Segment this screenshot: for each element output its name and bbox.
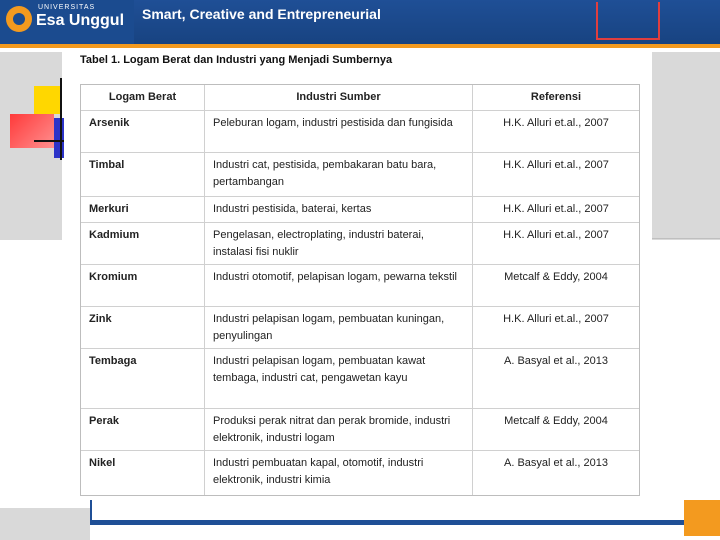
source-cell: Produksi perak nitrat dan perak bromide, industri elektronik, industri logam (205, 409, 473, 450)
table-row (81, 349, 639, 409)
source-cell: Industri pestisida, baterai, kertas (205, 197, 473, 222)
header-decor-outline (596, 2, 660, 40)
table-row (81, 307, 639, 349)
table-row (81, 153, 639, 197)
source-cell: Industri otomotif, pelapisan logam, pewarna tekstil (205, 265, 473, 306)
reference-cell: A. Basyal et al., 2013 (504, 355, 608, 367)
right-panel-divider (652, 238, 720, 239)
bottom-orange-block (684, 500, 720, 536)
table-row (81, 111, 639, 153)
right-gray-panel (652, 52, 720, 240)
metal-cell: Nikel (81, 451, 205, 495)
logo-name: Esa Unggul (36, 12, 125, 29)
reference-cell: H.K. Alluri et.al., 2007 (503, 229, 609, 241)
reference-cell: Metcalf & Eddy, 2004 (504, 271, 608, 283)
source-cell: Industri pelapisan logam, pembuatan kawat tembaga, industri cat, pengawetan kayu (205, 349, 473, 408)
metal-cell: Zink (81, 307, 205, 348)
reference-cell: H.K. Alluri et.al., 2007 (503, 203, 609, 215)
table-row (81, 451, 639, 495)
decor-vertical-line (60, 78, 62, 160)
table-image (64, 50, 652, 498)
table-row (81, 409, 639, 451)
university-logo (0, 0, 134, 44)
source-cell: Peleburan logam, industri pestisida dan fungisida (205, 111, 473, 152)
header-accent-line (0, 44, 720, 48)
source-cell: Industri pelapisan logam, pembuatan kuningan, penyulingan (205, 307, 473, 348)
metal-cell: Kadmium (81, 223, 205, 264)
source-cell: Industri pembuatan kapal, otomotif, industri elektronik, industri kimia (205, 451, 473, 495)
table-row (81, 223, 639, 265)
reference-cell: H.K. Alluri et.al., 2007 (503, 313, 609, 325)
reference-cell: H.K. Alluri et.al., 2007 (503, 159, 609, 171)
reference-cell: A. Basyal et al., 2013 (504, 457, 608, 469)
metal-cell: Kromium (81, 265, 205, 306)
heavy-metal-table (80, 84, 640, 496)
source-cell: Pengelasan, electroplating, industri baterai, instalasi fisi nuklir (205, 223, 473, 264)
bottom-blue-line (90, 522, 710, 525)
reference-cell: Metcalf & Eddy, 2004 (504, 415, 608, 427)
metal-cell: Tembaga (81, 349, 205, 408)
header-tagline: Smart, Creative and Entrepreneurial (142, 6, 381, 22)
decor-red-square (10, 114, 54, 148)
column-header-source: Industri Sumber (205, 85, 473, 110)
table-row (81, 197, 639, 223)
metal-cell: Perak (81, 409, 205, 450)
table-row (81, 265, 639, 307)
bottom-left-gray-block (0, 508, 90, 540)
logo-subtext: UNIVERSITAS (38, 4, 96, 11)
logo-emblem-icon (6, 6, 32, 32)
reference-cell: H.K. Alluri et.al., 2007 (503, 117, 609, 129)
column-header-reference: Referensi (530, 91, 582, 103)
table-header-row (81, 85, 639, 111)
metal-cell: Merkuri (81, 197, 205, 222)
metal-cell: Timbal (81, 153, 205, 196)
bottom-decor-outline (90, 500, 710, 522)
decor-yellow-square (34, 86, 60, 114)
table-caption: Tabel 1. Logam Berat dan Industri yang Menjadi Sumbernya (80, 54, 393, 66)
source-cell: Industri cat, pestisida, pembakaran batu bara, pertambangan (205, 153, 473, 196)
column-header-metal: Logam Berat (81, 85, 205, 110)
metal-cell: Arsenik (81, 111, 205, 152)
